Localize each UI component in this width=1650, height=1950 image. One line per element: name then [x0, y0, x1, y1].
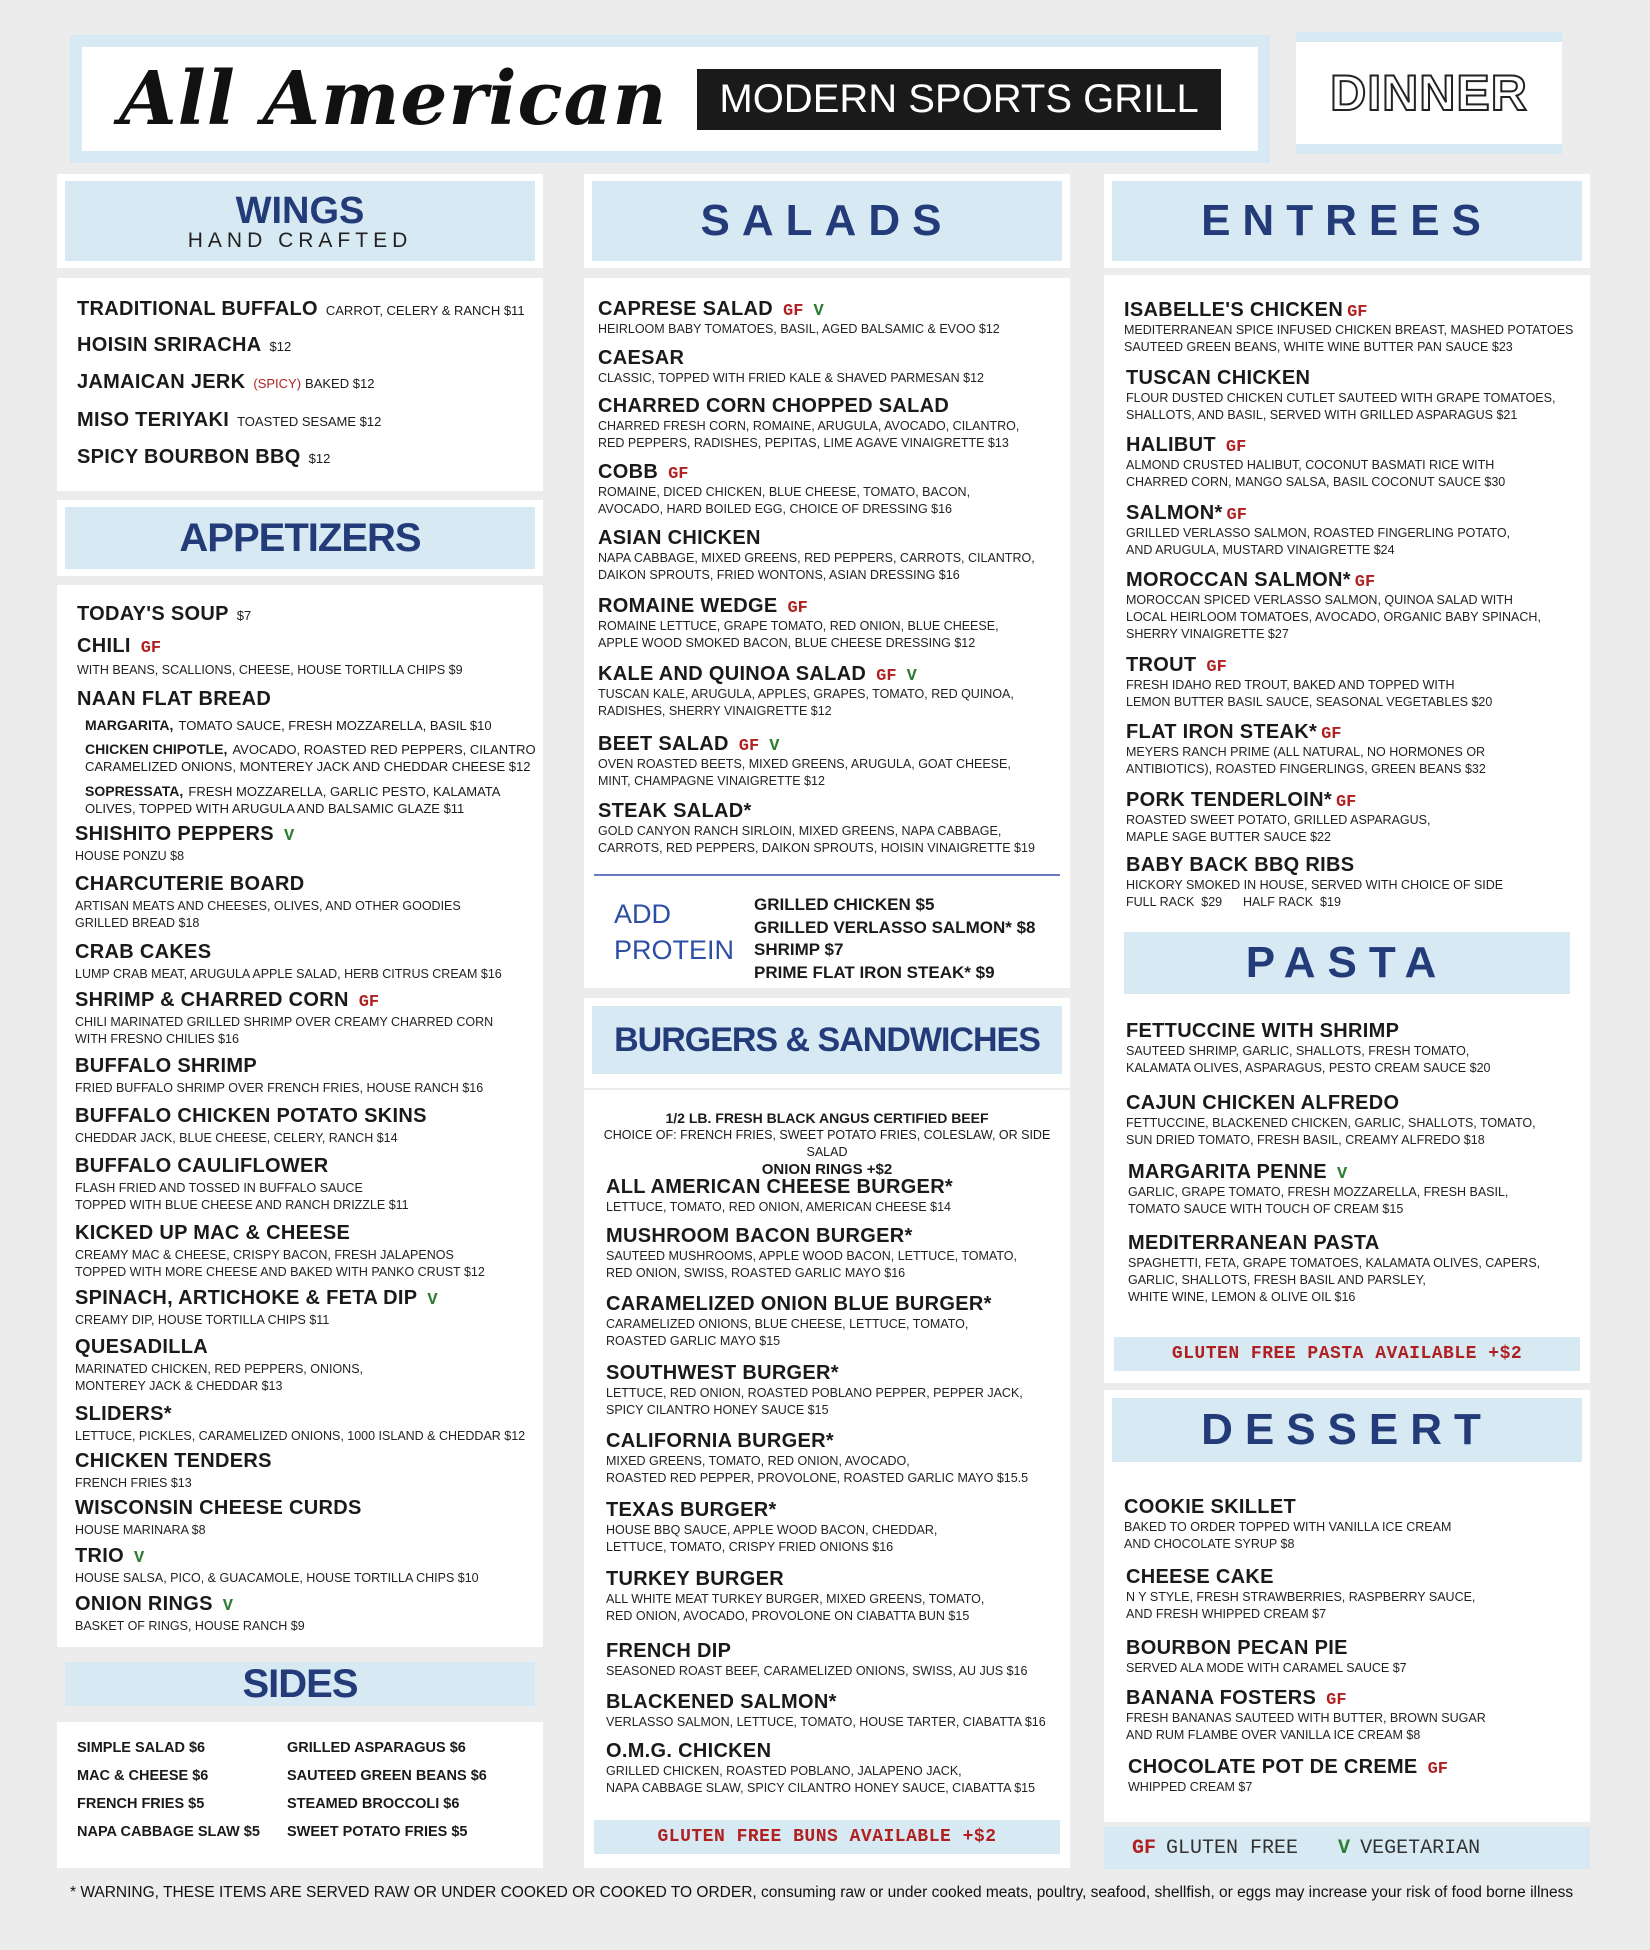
burger-desc: LETTUCE, TOMATO, RED ONION, AMERICAN CHEESE $14	[606, 1200, 951, 1214]
appetizer-name: SPINACH, ARTICHOKE & FETA DIP	[75, 1287, 418, 1309]
entrees-title: ENTREES	[1201, 196, 1493, 245]
header-inner	[82, 47, 1258, 151]
meal-label: DINNER	[1296, 32, 1562, 154]
entree-name: SALMON*	[1126, 502, 1223, 524]
wing-item-name: MISO TERIYAKI	[77, 409, 230, 431]
pasta-desc: GARLIC, SHALLOTS, FRESH BASIL AND PARSLEY,	[1128, 1273, 1426, 1287]
dietary-legend	[1104, 1827, 1590, 1869]
gluten-free-tag: GF	[1335, 793, 1357, 812]
flatbread-option-desc: TOMATO SAUCE, FRESH MOZZARELLA, BASIL $10	[178, 718, 492, 733]
appetizer-desc: GRILLED BREAD $18	[75, 916, 200, 930]
appetizer-desc: $7	[236, 608, 252, 623]
wing-item-name: SPICY BOURBON BBQ	[77, 446, 301, 468]
gluten-free-tag: GF	[140, 639, 162, 658]
burger-name: MUSHROOM BACON BURGER*	[606, 1225, 913, 1247]
burger-desc: ROASTED GARLIC MAYO $15	[606, 1334, 781, 1348]
protein-option: GRILLED VERLASSO SALMON* $8	[754, 917, 1036, 937]
dessert-desc: SERVED ALA MODE WITH CARAMEL SAUCE $7	[1126, 1661, 1407, 1675]
burgers-title: BURGERS & SANDWICHES	[614, 1020, 1040, 1059]
salad-name: CAESAR	[598, 347, 685, 369]
appetizer-name: ONION RINGS	[75, 1593, 213, 1615]
salad-desc: APPLE WOOD SMOKED BACON, BLUE CHEESE DRESSING $12	[598, 636, 976, 650]
burger-desc: ALL WHITE MEAT TURKEY BURGER, MIXED GREENS, TOMATO,	[606, 1592, 985, 1606]
appetizer-desc: HOUSE SALSA, PICO, & GUACAMOLE, HOUSE TORTILLA CHIPS $10	[75, 1571, 479, 1585]
entree-desc: MEYERS RANCH PRIME (ALL NATURAL, NO HORMONES OR	[1126, 745, 1486, 759]
dessert-desc: WHIPPED CREAM $7	[1128, 1780, 1253, 1794]
burger-desc: RED ONION, AVOCADO, PROVOLONE ON CIABATTA BUN $15	[606, 1609, 970, 1623]
beef-note: 1/2 LB. FRESH BLACK ANGUS CERTIFIED BEEF	[665, 1110, 989, 1126]
burger-desc: VERLASSO SALMON, LETTUCE, TOMATO, HOUSE TARTER, CIABATTA $16	[606, 1715, 1046, 1729]
pasta-title-bar	[1124, 932, 1570, 994]
salad-desc: ROMAINE LETTUCE, GRAPE TOMATO, RED ONION, BLUE CHEESE,	[598, 619, 999, 633]
dessert-desc: N Y STYLE, FRESH STRAWBERRIES, RASPBERRY SAUCE,	[1126, 1590, 1476, 1604]
menu-header	[70, 35, 1270, 163]
appetizer-desc: TOPPED WITH BLUE CHEESE AND RANCH DRIZZLE $11	[75, 1198, 409, 1212]
appetizer-name: TRIO	[75, 1545, 124, 1567]
burger-desc: RED ONION, SWISS, ROASTED GARLIC MAYO $16	[606, 1266, 906, 1280]
entree-desc: SHERRY VINAIGRETTE $27	[1126, 627, 1289, 641]
flatbread-option-name: SOPRESSATA,	[85, 783, 184, 799]
salad-name: ROMAINE WEDGE	[598, 595, 778, 617]
appetizer-name: CHILI	[77, 635, 131, 657]
dessert-name: CHOCOLATE POT DE CREME	[1128, 1756, 1418, 1778]
appetizer-desc: MARINATED CHICKEN, RED PEPPERS, ONIONS,	[75, 1362, 364, 1376]
burgers-section	[584, 1090, 1070, 1868]
dessert-name: CHEESE CAKE	[1126, 1566, 1274, 1588]
burger-desc: CARAMELIZED ONIONS, BLUE CHEESE, LETTUCE, TOMATO,	[606, 1317, 969, 1331]
burger-name: ALL AMERICAN CHEESE BURGER*	[606, 1176, 954, 1198]
gluten-free-tag: GF	[358, 993, 380, 1012]
appetizer-name: CHICKEN TENDERS	[75, 1450, 272, 1472]
vegetarian-tag: V	[813, 302, 824, 321]
appetizer-name: BUFFALO SHRIMP	[75, 1055, 257, 1077]
gluten-free-tag: GF	[1321, 725, 1342, 744]
entree-desc: AND ARUGULA, MUSTARD VINAIGRETTE $24	[1126, 543, 1395, 557]
salads-section	[584, 278, 1070, 988]
appetizer-name: SHRIMP & CHARRED CORN	[75, 989, 349, 1011]
appetizer-desc: LETTUCE, PICKLES, CARAMELIZED ONIONS, 1000 ISLAND & CHEDDAR $12	[75, 1429, 526, 1443]
legend-v-symbol: V	[1338, 1836, 1351, 1860]
entree-desc: ALMOND CRUSTED HALIBUT, COCONUT BASMATI RICE WITH	[1126, 458, 1495, 472]
side-item: NAPA CABBAGE SLAW $5	[77, 1824, 260, 1840]
appetizer-desc: WITH FRESNO CHILIES $16	[75, 1032, 239, 1046]
brand-logo: All American	[119, 56, 668, 142]
vegetarian-tag: V	[427, 1291, 438, 1310]
salad-desc: CHARRED FRESH CORN, ROMAINE, ARUGULA, AVOCADO, CILANTRO,	[598, 419, 1020, 433]
salad-name: CAPRESE SALAD	[598, 298, 774, 320]
salad-desc: TUSCAN KALE, ARUGULA, APPLES, GRAPES, TOMATO, RED QUINOA,	[598, 687, 1014, 701]
entree-desc: FRESH IDAHO RED TROUT, BAKED AND TOPPED WITH	[1126, 678, 1455, 692]
salad-desc: RADISHES, SHERRY VINAIGRETTE $12	[598, 704, 832, 718]
entree-name: ISABELLE'S CHICKEN	[1124, 299, 1344, 321]
entree-name: HALIBUT	[1126, 434, 1216, 456]
gluten-free-buns-note: GLUTEN FREE BUNS AVAILABLE +$2	[594, 1820, 1060, 1854]
gluten-free-tag: GF	[1354, 573, 1376, 592]
entree-name: FLAT IRON STEAK*	[1126, 721, 1318, 743]
burger-desc: ROASTED RED PEPPER, PROVOLONE, ROASTED GARLIC MAYO $15.5	[606, 1471, 1029, 1485]
protein-option: GRILLED CHICKEN $5	[754, 895, 935, 914]
dessert-section	[1104, 1476, 1590, 1822]
vegetarian-tag: V	[222, 1597, 233, 1616]
dessert-title: DESSERT	[1201, 1405, 1493, 1454]
appetizer-desc: BASKET OF RINGS, HOUSE RANCH $9	[75, 1619, 305, 1633]
burger-name: TEXAS BURGER*	[606, 1499, 777, 1521]
pasta-desc: TOMATO SAUCE WITH TOUCH OF CREAM $15	[1128, 1202, 1404, 1216]
gluten-free-pasta-note: GLUTEN FREE PASTA AVAILABLE +$2	[1114, 1337, 1580, 1371]
appetizer-desc: CHEDDAR JACK, BLUE CHEESE, CELERY, RANCH $14	[75, 1131, 398, 1145]
burger-desc: MIXED GREENS, TOMATO, RED ONION, AVOCADO,	[606, 1454, 910, 1468]
appetizer-name: QUESADILLA	[75, 1336, 208, 1358]
sides-title: SIDES	[242, 1661, 358, 1706]
burger-desc: SPICY CILANTRO HONEY SAUCE $15	[606, 1403, 829, 1417]
wing-item-desc: $12	[269, 339, 292, 354]
entree-name: TROUT	[1126, 654, 1197, 676]
appetizer-desc: FRENCH FRIES $13	[75, 1476, 192, 1490]
pasta-name: FETTUCCINE WITH SHRIMP	[1126, 1020, 1400, 1042]
wing-item-name: JAMAICAN JERK	[77, 371, 246, 393]
salad-name: BEET SALAD	[598, 733, 729, 755]
side-item: FRENCH FRIES $5	[77, 1796, 205, 1812]
flatbread-option-name: MARGARITA,	[85, 717, 174, 733]
vegetarian-tag: V	[133, 1549, 145, 1568]
entree-desc: SAUTEED GREEN BEANS, WHITE WINE BUTTER PAN SAUCE $23	[1124, 340, 1513, 354]
salad-desc: OVEN ROASTED BEETS, MIXED GREENS, ARUGULA, GOAT CHEESE,	[598, 757, 1011, 771]
add-protein-label: ADD PROTEIN	[614, 899, 735, 965]
appetizer-name: TODAY'S SOUP	[77, 603, 229, 625]
wing-item-desc: $12	[308, 451, 331, 466]
spicy-tag: (SPICY)	[253, 376, 302, 391]
salad-name: CHARRED CORN CHOPPED SALAD	[598, 395, 950, 417]
sides-section	[57, 1722, 543, 1868]
brand-tagline: MODERN SPORTS GRILL	[697, 69, 1220, 130]
side-item: SWEET POTATO FRIES $5	[287, 1824, 468, 1840]
pasta-name: MEDITERRANEAN PASTA	[1128, 1232, 1380, 1254]
pasta-name: CAJUN CHICKEN ALFREDO	[1126, 1092, 1400, 1114]
legend-gf-symbol: GF	[1132, 1836, 1157, 1860]
entree-desc: MEDITERRANEAN SPICE INFUSED CHICKEN BREAST, MASHED POTATOES	[1124, 323, 1574, 337]
burger-desc: NAPA CABBAGE SLAW, SPICY CILANTRO HONEY SAUCE, CIABATTA $15	[606, 1781, 1036, 1795]
wings-subtitle: HAND CRAFTED	[187, 228, 413, 252]
burger-name: TURKEY BURGER	[606, 1568, 784, 1590]
gluten-free-tag: GF	[1226, 506, 1247, 525]
legend-gf-label: GLUTEN FREE	[1166, 1836, 1299, 1860]
salad-desc: GOLD CANYON RANCH SIRLOIN, MIXED GREENS, NAPA CABBAGE,	[598, 824, 1002, 838]
appetizer-name: BUFFALO CHICKEN POTATO SKINS	[75, 1105, 427, 1127]
appetizer-name: SHISHITO PEPPERS	[75, 823, 274, 845]
burger-desc: GRILLED CHICKEN, ROASTED POBLANO, JALAPENO JACK,	[606, 1764, 962, 1778]
raw-food-warning: * WARNING, THESE ITEMS ARE SERVED RAW OR UNDER COOKED OR COOKED TO ORDER, consuming raw or under cooked meats, poultry, seafood, shellfish, or eggs may increase your risk of food borne illness	[70, 1884, 1574, 1901]
entree-desc: FLOUR DUSTED CHICKEN CUTLET SAUTEED WITH GRAPE TOMATOES,	[1126, 391, 1556, 405]
entree-name: MOROCCAN SALMON*	[1126, 569, 1351, 591]
pasta-desc: GARLIC, GRAPE TOMATO, FRESH MOZZARELLA, FRESH BASIL,	[1128, 1185, 1509, 1199]
salad-desc: MINT, CHAMPAGNE VINAIGRETTE $12	[598, 774, 825, 788]
entree-name: BABY BACK BBQ RIBS	[1126, 854, 1355, 876]
dessert-desc: FRESH BANANAS SAUTEED WITH BUTTER, BROWN SUGAR	[1126, 1711, 1486, 1725]
entrees-pasta-section	[1104, 275, 1590, 1383]
pasta-desc: FETTUCCINE, BLACKENED CHICKEN, GARLIC, SHALLOTS, TOMATO,	[1126, 1116, 1536, 1130]
wing-item-desc: BAKED $12	[305, 376, 375, 391]
appetizer-name: WISCONSIN CHEESE CURDS	[75, 1497, 362, 1519]
pasta-name: MARGARITA PENNE	[1128, 1161, 1327, 1183]
appetizers-title: APPETIZERS	[179, 515, 421, 560]
vegetarian-tag: V	[769, 737, 780, 756]
salad-desc: CLASSIC, TOPPED WITH FRIED KALE & SHAVED PARMESAN $12	[598, 371, 984, 385]
appetizers-title-bar	[65, 507, 535, 569]
appetizer-desc: CREAMY DIP, HOUSE TORTILLA CHIPS $11	[75, 1313, 330, 1327]
salad-desc: AVOCADO, HARD BOILED EGG, CHOICE OF DRESSING $16	[598, 502, 953, 516]
appetizer-desc: HOUSE MARINARA $8	[75, 1523, 206, 1537]
gluten-free-tag: GF	[1225, 438, 1247, 457]
gluten-free-tag: GF	[1347, 303, 1368, 322]
dessert-name: BOURBON PECAN PIE	[1126, 1637, 1348, 1659]
vegetarian-tag: V	[283, 827, 295, 846]
salad-desc: RED PEPPERS, RADISHES, PEPITAS, LIME AGAVE VINAIGRETTE $13	[598, 436, 1009, 450]
gluten-free-tag: GF	[1206, 658, 1227, 677]
appetizer-desc: HOUSE PONZU $8	[75, 849, 185, 863]
onion-rings-upcharge: ONION RINGS +$2	[761, 1161, 893, 1178]
pasta-desc: SAUTEED SHRIMP, GARLIC, SHALLOTS, FRESH TOMATO,	[1126, 1044, 1470, 1058]
appetizer-name: SLIDERS*	[75, 1403, 172, 1425]
side-item: GRILLED ASPARAGUS $6	[287, 1740, 466, 1756]
vegetarian-tag: V	[906, 667, 917, 686]
add-protein-block	[584, 874, 1070, 984]
sides-title-bar	[65, 1662, 535, 1706]
entree-desc: LEMON BUTTER BASIL SAUCE, SEASONAL VEGETABLES $20	[1126, 695, 1493, 709]
gluten-free-tag: GF	[787, 599, 808, 618]
entree-desc: ANTIBIOTICS), ROASTED FINGERLINGS, GREEN BEANS $32	[1126, 762, 1486, 776]
gluten-free-tag: GF	[783, 302, 804, 321]
salad-desc: CARROTS, RED PEPPERS, DAIKON SPROUTS, HOISIN VINAIGRETTE $19	[598, 841, 1035, 855]
burger-name: BLACKENED SALMON*	[606, 1691, 837, 1713]
entree-desc: ROASTED SWEET POTATO, GRILLED ASPARAGUS,	[1126, 813, 1431, 827]
appetizer-desc: TOPPED WITH MORE CHEESE AND BAKED WITH PANKO CRUST $12	[75, 1265, 485, 1279]
entree-desc: FULL RACK $29 HALF RACK $19	[1126, 895, 1341, 909]
entree-desc: SHALLOTS, AND BASIL, SERVED WITH GRILLED ASPARAGUS $21	[1126, 408, 1518, 422]
side-item: STEAMED BROCCOLI $6	[287, 1796, 460, 1812]
burger-info	[584, 1110, 1070, 1178]
appetizer-desc: WITH BEANS, SCALLIONS, CHEESE, HOUSE TORTILLA CHIPS $9	[77, 663, 463, 677]
dessert-name: BANANA FOSTERS	[1126, 1687, 1317, 1709]
protein-option: SHRIMP $7	[754, 940, 844, 959]
salad-desc: DAIKON SPROUTS, FRIED WONTONS, ASIAN DRESSING $16	[598, 568, 960, 582]
protein-options	[754, 894, 1035, 984]
gluten-free-tag: GF	[668, 465, 689, 484]
burger-desc: LETTUCE, TOMATO, CRISPY FRIED ONIONS $16	[606, 1540, 894, 1554]
wing-item-desc: TOASTED SESAME $12	[237, 414, 382, 429]
side-item: SIMPLE SALAD $6	[77, 1740, 206, 1756]
entree-desc: GRILLED VERLASSO SALMON, ROASTED FINGERLING POTATO,	[1126, 526, 1511, 540]
entree-desc: MOROCCAN SPICED VERLASSO SALMON, QUINOA SALAD WITH	[1126, 593, 1513, 607]
pasta-title: PASTA	[1245, 938, 1449, 987]
salad-desc: HEIRLOOM BABY TOMATOES, BASIL, AGED BALSAMIC & EVOO $12	[598, 322, 1000, 336]
salads-title-bar	[592, 181, 1062, 261]
salad-name: ASIAN CHICKEN	[598, 527, 761, 549]
pasta-desc: SUN DRIED TOMATO, FRESH BASIL, CREAMY ALFREDO $18	[1126, 1133, 1485, 1147]
protein-option: PRIME FLAT IRON STEAK* $9	[754, 962, 995, 982]
wings-title: WINGS	[235, 189, 365, 232]
pasta-desc: SPAGHETTI, FETA, GRAPE TOMATOES, KALAMATA OLIVES, CAPERS,	[1128, 1256, 1541, 1270]
dessert-desc: AND FRESH WHIPPED CREAM $7	[1126, 1607, 1327, 1621]
flatbread-option-desc: AVOCADO, ROASTED RED PEPPERS, CILANTRO	[232, 742, 536, 757]
appetizer-desc: CREAMY MAC & CHEESE, CRISPY BACON, FRESH JALAPENOS	[75, 1248, 454, 1262]
wing-item-desc: CARROT, CELERY & RANCH $11	[325, 303, 525, 318]
salads-title: SALADS	[700, 196, 954, 245]
burger-name: O.M.G. CHICKEN	[606, 1740, 772, 1762]
salad-name: STEAK SALAD*	[598, 800, 752, 822]
dessert-desc: BAKED TO ORDER TOPPED WITH VANILLA ICE CREAM	[1124, 1520, 1452, 1534]
appetizer-name: BUFFALO CAULIFLOWER	[75, 1155, 329, 1177]
salad-desc: NAPA CABBAGE, MIXED GREENS, RED PEPPERS, CARROTS, CILANTRO,	[598, 551, 1035, 565]
entree-desc: MAPLE SAGE BUTTER SAUCE $22	[1126, 830, 1331, 844]
appetizer-desc: FLASH FRIED AND TOSSED IN BUFFALO SAUCE	[75, 1181, 363, 1195]
flatbread-option-desc: CARAMELIZED ONIONS, MONTEREY JACK AND CHEDDAR CHEESE $12	[85, 759, 531, 774]
side-item: SAUTEED GREEN BEANS $6	[287, 1768, 487, 1784]
salad-name: COBB	[598, 461, 659, 483]
gluten-free-tag: GF	[1427, 1760, 1448, 1779]
appetizer-desc: ARTISAN MEATS AND CHEESES, OLIVES, AND OTHER GOODIES	[75, 899, 461, 913]
pasta-desc: KALAMATA OLIVES, ASPARAGUS, PESTO CREAM SAUCE $20	[1126, 1061, 1491, 1075]
appetizer-desc: MONTEREY JACK & CHEDDAR $13	[75, 1379, 283, 1393]
salad-desc: ROMAINE, DICED CHICKEN, BLUE CHEESE, TOMATO, BACON,	[598, 485, 971, 499]
appetizer-desc: FRIED BUFFALO SHRIMP OVER FRENCH FRIES, HOUSE RANCH $16	[75, 1081, 484, 1095]
dessert-desc: AND RUM FLAMBE OVER VANILLA ICE CREAM $8	[1126, 1728, 1421, 1742]
gluten-free-tag: GF	[1326, 1691, 1347, 1710]
entree-name: PORK TENDERLOIN*	[1126, 789, 1332, 811]
pasta-desc: WHITE WINE, LEMON & OLIVE OIL $16	[1128, 1290, 1356, 1304]
burger-desc: HOUSE BBQ SAUCE, APPLE WOOD BACON, CHEDDAR,	[606, 1523, 938, 1537]
burgers-title-bar	[592, 1006, 1062, 1074]
burger-name: SOUTHWEST BURGER*	[606, 1362, 839, 1384]
flatbread-option-name: CHICKEN CHIPOTLE,	[85, 741, 228, 757]
appetizer-desc: LUMP CRAB MEAT, ARUGULA APPLE SALAD, HERB CITRUS CREAM $16	[75, 967, 502, 981]
dessert-title-bar	[1112, 1398, 1582, 1462]
gluten-free-tag: GF	[876, 667, 897, 686]
appetizer-name: CRAB CAKES	[75, 941, 212, 963]
vegetarian-tag: V	[1336, 1165, 1348, 1184]
entree-desc: HICKORY SMOKED IN HOUSE, SERVED WITH CHOICE OF SIDE	[1126, 878, 1504, 892]
gluten-free-tag: GF	[738, 737, 760, 756]
entree-desc: CHARRED CORN, MANGO SALSA, BASIL COCONUT SAUCE $30	[1126, 475, 1506, 489]
dessert-desc: AND CHOCOLATE SYRUP $8	[1124, 1537, 1295, 1551]
burger-name: CARAMELIZED ONION BLUE BURGER*	[606, 1293, 992, 1315]
wing-item-name: TRADITIONAL BUFFALO	[77, 298, 318, 320]
flatbread-option-desc: OLIVES, TOPPED WITH ARUGULA AND BALSAMIC GLAZE $11	[85, 801, 465, 816]
wings-section	[57, 278, 543, 491]
side-item: MAC & CHEESE $6	[77, 1768, 209, 1784]
wing-item-name: HOISIN SRIRACHA	[77, 334, 262, 356]
appetizer-name: NAAN FLAT BREAD	[77, 688, 272, 710]
burger-name: FRENCH DIP	[606, 1640, 732, 1662]
appetizer-name: KICKED UP MAC & CHEESE	[75, 1222, 351, 1244]
burger-desc: SAUTEED MUSHROOMS, APPLE WOOD BACON, LETTUCE, TOMATO,	[606, 1249, 1017, 1263]
burger-desc: SEASONED ROAST BEEF, CARAMELIZED ONIONS, SWISS, AU JUS $16	[606, 1664, 1028, 1678]
entrees-title-bar	[1112, 181, 1582, 261]
wings-title-bar	[65, 181, 535, 261]
entree-desc: LOCAL HEIRLOOM TOMATOES, AVOCADO, ORGANIC BABY SPINACH,	[1126, 610, 1541, 624]
burger-desc: LETTUCE, RED ONION, ROASTED POBLANO PEPPER, PEPPER JACK,	[606, 1386, 1023, 1400]
sides-list	[77, 1740, 497, 1840]
salad-name: KALE AND QUINOA SALAD	[598, 663, 867, 685]
legend-v-label: VEGETARIAN	[1360, 1836, 1481, 1860]
flatbread-option-desc: FRESH MOZZARELLA, GARLIC PESTO, KALAMATA	[188, 784, 501, 799]
entree-name: TUSCAN CHICKEN	[1126, 367, 1311, 389]
appetizer-name: CHARCUTERIE BOARD	[75, 873, 305, 895]
burger-name: CALIFORNIA BURGER*	[606, 1430, 834, 1452]
protein-divider	[594, 874, 1060, 876]
dessert-name: COOKIE SKILLET	[1124, 1496, 1296, 1518]
appetizer-desc: CHILI MARINATED GRILLED SHRIMP OVER CREAMY CHARRED CORN	[75, 1015, 494, 1029]
side-choice-note: CHOICE OF: FRENCH FRIES, SWEET POTATO FRIES, COLESLAW, OR SIDE SALAD	[603, 1128, 1051, 1159]
appetizers-section	[57, 585, 543, 1647]
